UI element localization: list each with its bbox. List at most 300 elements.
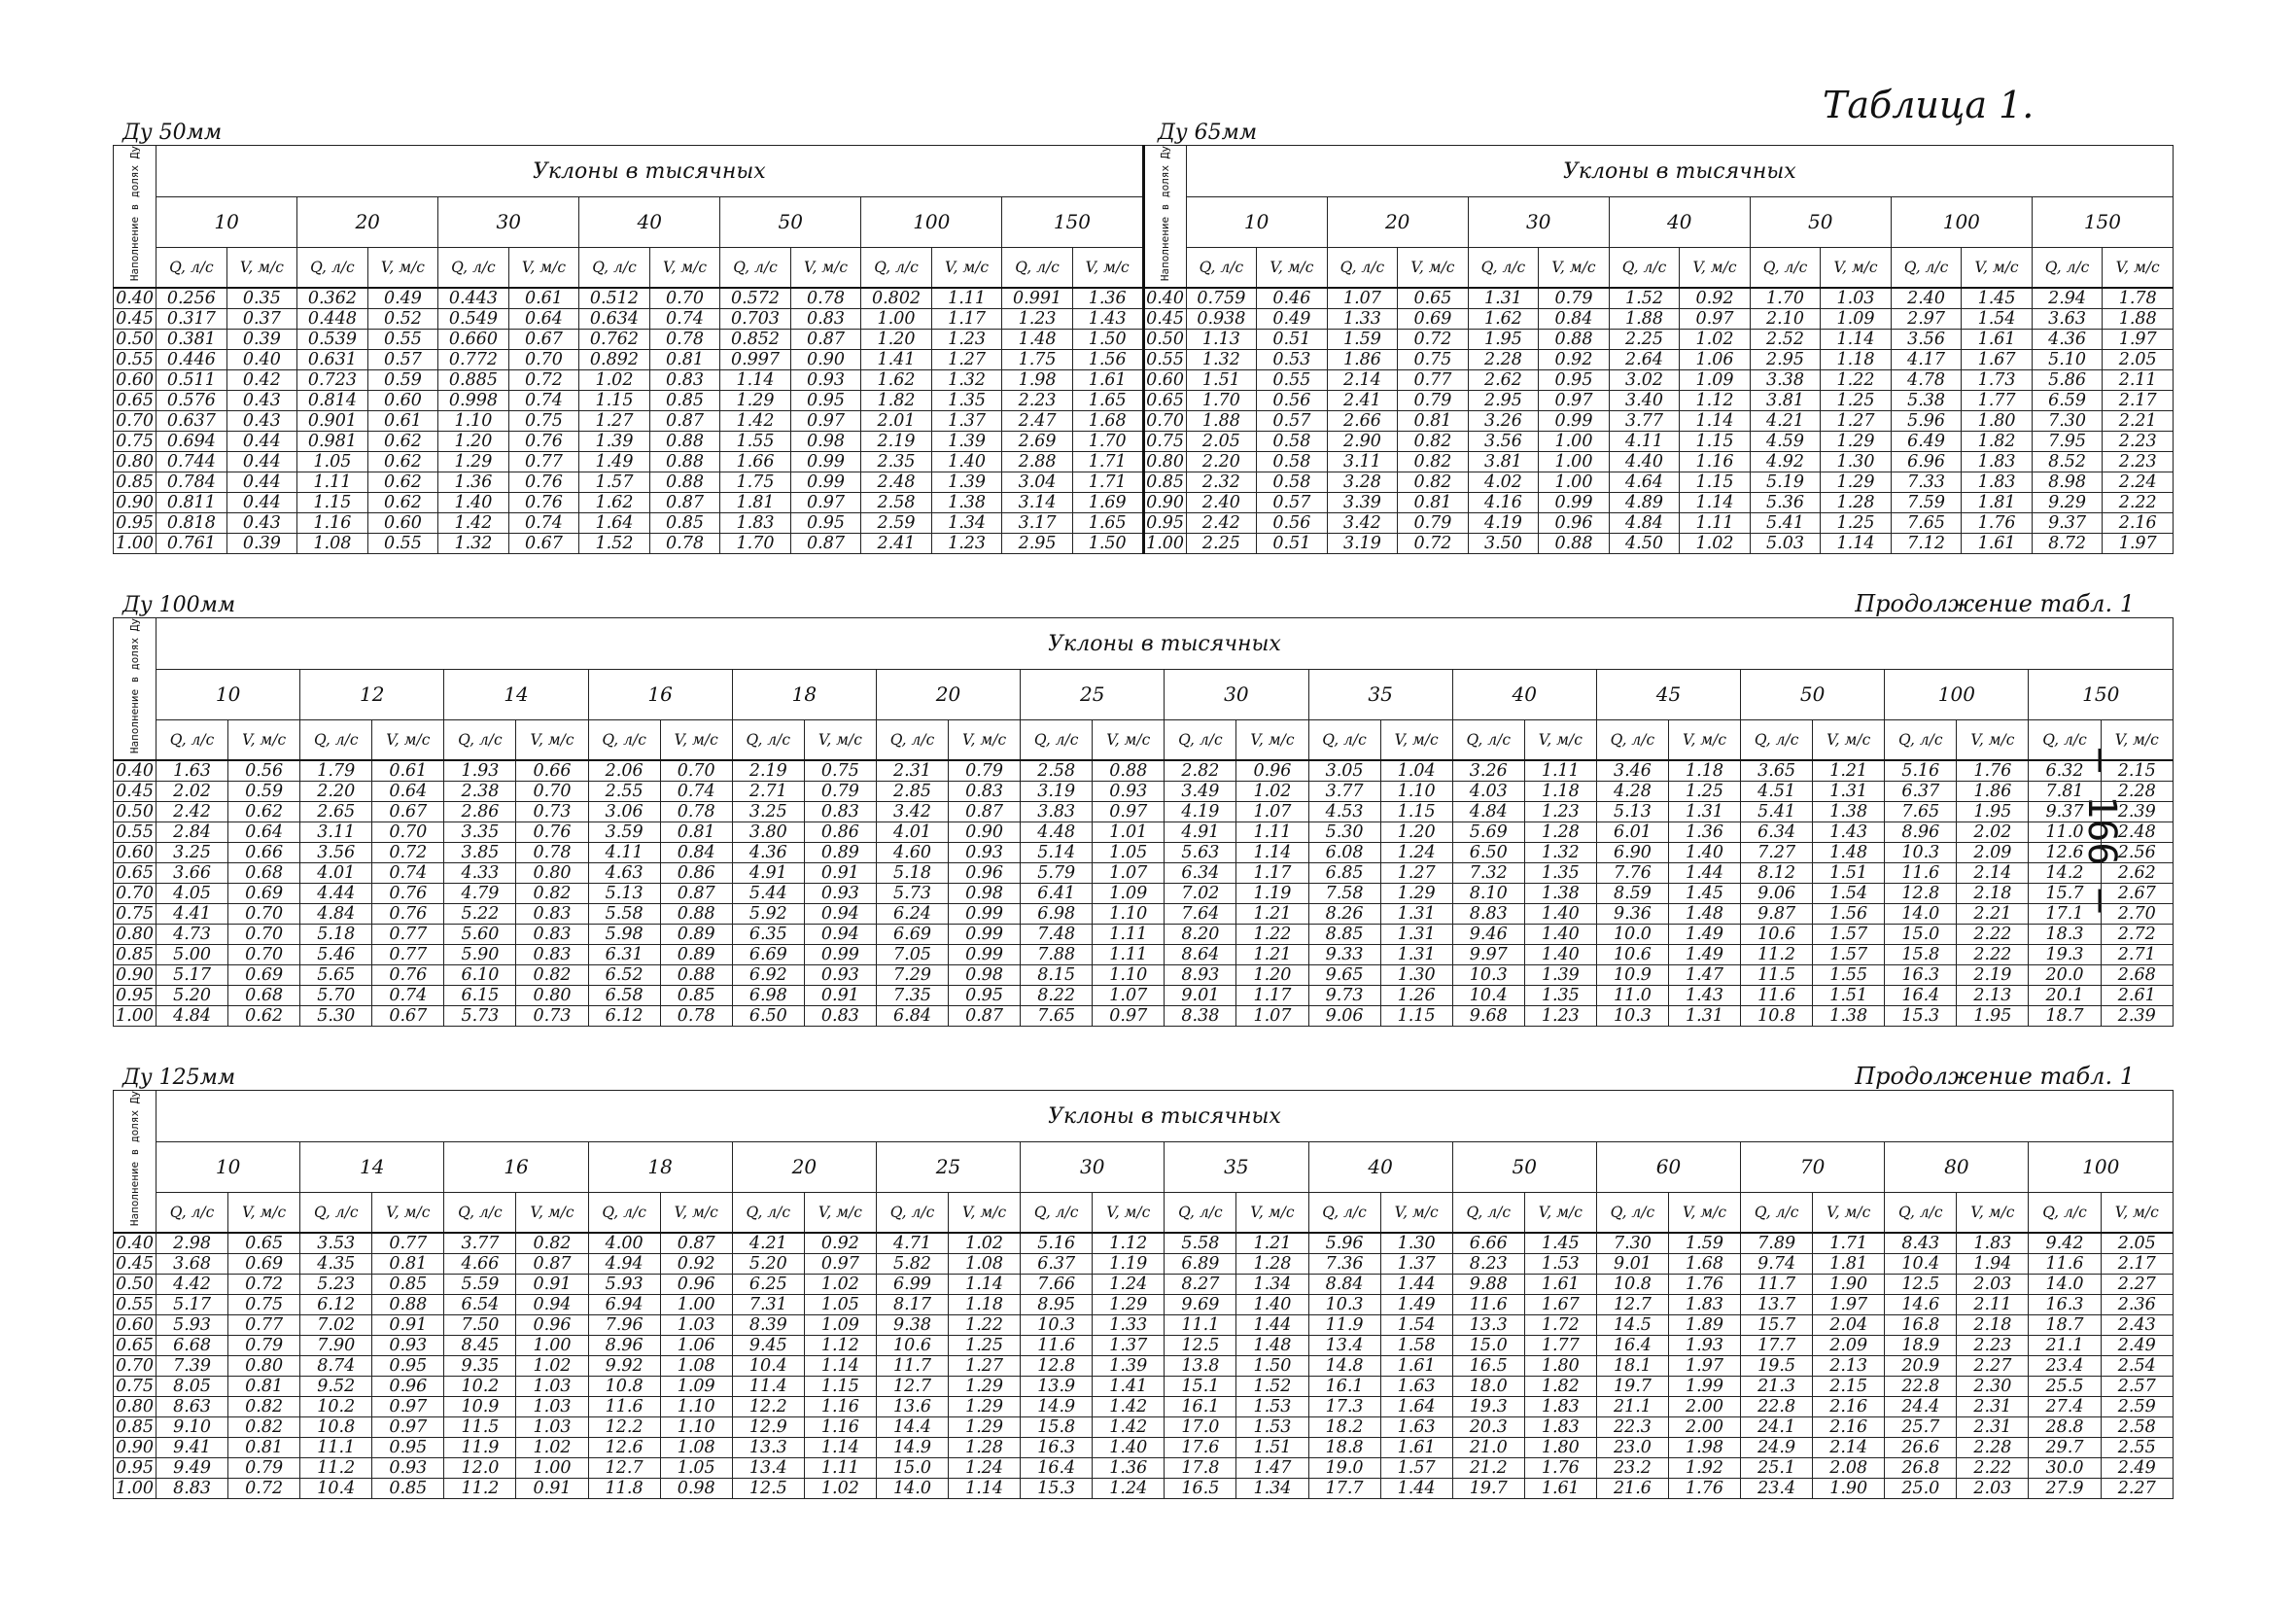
flow-cell: 2.28 [1468,350,1539,370]
flow-cell: 2.25 [1186,534,1257,554]
flow-cell: 11.7 [876,1356,948,1377]
flow-cell: 9.37 [2029,802,2101,822]
velocity-cell: 2.04 [1813,1315,1885,1336]
flow-cell: 9.10 [157,1417,228,1438]
velocity-cell: 0.67 [508,534,579,554]
flow-cell: 2.52 [1750,330,1821,350]
velocity-cell: 1.09 [1093,884,1165,904]
flow-cell: 7.12 [1891,534,1962,554]
fill-cell: 1.00 [114,1006,157,1027]
velocity-cell: 0.43 [226,411,297,432]
flow-cell: 5.17 [157,1295,228,1315]
velocity-cell: 1.83 [1957,1233,2029,1254]
velocity-cell: 0.96 [1539,513,1610,534]
velocity-cell: 1.83 [1524,1417,1596,1438]
flow-cell: 11.5 [444,1417,516,1438]
velocity-cell: 1.73 [1962,370,2033,391]
flow-cell: 16.3 [2029,1295,2101,1315]
fill-cell: 0.60 [114,1315,157,1336]
flow-cell: 15.3 [1021,1479,1093,1499]
velocity-cell: 1.02 [516,1438,588,1458]
flow-cell: 10.9 [1596,965,1668,986]
table-row [114,452,2174,472]
velocity-cell: 0.99 [1539,493,1610,513]
velocity-cell: 2.36 [2101,1295,2173,1315]
flow-cell: 21.2 [1452,1458,1524,1479]
flow-cell: 17.3 [1308,1397,1380,1417]
flow-cell: 9.49 [157,1458,228,1479]
velocity-cell: 1.07 [1093,986,1165,1006]
velocity-cell: 1.77 [1962,391,2033,411]
flow-cell: 28.8 [2029,1417,2101,1438]
velocity-cell: 0.62 [228,802,300,822]
flow-cell: 2.95 [1002,534,1073,554]
velocity-cell: 1.81 [1813,1254,1885,1275]
velocity-cell: 0.97 [1093,1006,1165,1027]
velocity-cell: 1.83 [1962,472,2033,493]
flow-cell: 8.05 [157,1377,228,1397]
slope-header: 50 [1750,197,1891,247]
velocity-cell: 2.71 [2101,945,2173,965]
fill-cell: 0.45 [1143,309,1186,330]
flow-cell: 8.59 [1596,884,1668,904]
flow-cell: 4.92 [1750,452,1821,472]
flow-cell: 9.92 [588,1356,660,1377]
flow-cell: 8.96 [1885,822,1957,843]
velocity-cell: 1.23 [1524,802,1596,822]
flow-cell: 11.2 [444,1479,516,1499]
flow-cell: 9.06 [1308,1006,1380,1027]
velocity-cell: 2.39 [2101,802,2173,822]
flow-cell: 5.03 [1750,534,1821,554]
velocity-cell: 1.61 [1072,370,1143,391]
velocity-cell: 2.17 [2101,1254,2173,1275]
v-header: V, м/с [228,719,300,760]
flow-cell: 10.0 [1596,925,1668,945]
velocity-cell: 1.37 [1380,1254,1452,1275]
velocity-cell: 1.21 [1236,1233,1308,1254]
velocity-cell: 0.82 [228,1397,300,1417]
table-row [114,965,2174,986]
velocity-cell: 0.95 [372,1438,444,1458]
flow-cell: 9.74 [1741,1254,1813,1275]
velocity-cell: 0.39 [226,330,297,350]
flow-cell: 1.79 [300,760,372,782]
fill-cell: 0.95 [1143,513,1186,534]
velocity-cell: 0.73 [516,1006,588,1027]
velocity-cell: 1.64 [1380,1397,1452,1417]
velocity-cell: 0.44 [226,432,297,452]
velocity-cell: 1.40 [1524,945,1596,965]
flow-cell: 5.13 [588,884,660,904]
flow-cell: 1.95 [1468,330,1539,350]
velocity-cell: 0.83 [516,945,588,965]
flow-cell: 1.66 [720,452,791,472]
flow-cell: 14.0 [2029,1275,2101,1295]
flow-cell: 0.511 [157,370,227,391]
table-row [114,802,2174,822]
velocity-cell: 2.31 [1957,1397,2029,1417]
velocity-cell: 1.28 [1524,822,1596,843]
velocity-cell: 1.14 [1236,843,1308,863]
fill-cell: 1.00 [1143,534,1186,554]
dy100-continuation: Продолжение табл. 1 [1855,590,2135,617]
velocity-cell: 0.98 [949,965,1021,986]
velocity-cell: 0.56 [1257,391,1328,411]
velocity-cell: 1.43 [1072,309,1143,330]
flow-cell: 6.35 [732,925,804,945]
v-header: V, м/с [1093,1192,1165,1233]
flow-cell: 0.938 [1186,309,1257,330]
velocity-cell: 1.08 [660,1438,732,1458]
velocity-cell: 1.18 [1524,782,1596,802]
flow-cell: 8.20 [1165,925,1236,945]
flow-cell: 10.3 [1885,843,1957,863]
flow-cell: 13.8 [1165,1356,1236,1377]
velocity-cell: 0.84 [1539,309,1610,330]
velocity-cell: 2.00 [1668,1397,1740,1417]
flow-cell: 4.35 [300,1254,372,1275]
velocity-cell: 0.83 [649,370,720,391]
flow-cell: 2.25 [1609,330,1680,350]
velocity-cell: 0.77 [508,452,579,472]
velocity-cell: 1.02 [1236,782,1308,802]
velocity-cell: 0.79 [1398,391,1469,411]
v-header: V, м/с [2103,247,2174,288]
flow-cell: 3.05 [1308,760,1380,782]
velocity-cell: 0.81 [1398,493,1469,513]
flow-cell: 15.7 [2029,884,2101,904]
flow-cell: 15.8 [1021,1417,1093,1438]
flow-cell: 0.446 [157,350,227,370]
flow-cell: 5.86 [2032,370,2103,391]
velocity-cell: 1.34 [1236,1479,1308,1499]
flow-cell: 0.443 [438,288,509,309]
flow-cell: 5.41 [1750,513,1821,534]
velocity-cell: 1.26 [1380,986,1452,1006]
flow-cell: 4.71 [876,1233,948,1254]
fill-cell: 1.00 [114,534,157,554]
table-row [114,843,2174,863]
flow-cell: 8.96 [588,1336,660,1356]
flow-cell: 17.0 [1165,1417,1236,1438]
flow-cell: 15.0 [1452,1336,1524,1356]
velocity-cell: 1.71 [1072,472,1143,493]
flow-cell: 20.3 [1452,1417,1524,1438]
flow-cell: 3.65 [1741,760,1813,782]
flow-cell: 5.70 [300,986,372,1006]
velocity-cell: 1.95 [1957,1006,2029,1027]
velocity-cell: 1.11 [931,288,1002,309]
flow-cell: 5.17 [157,965,228,986]
velocity-cell: 1.67 [1962,350,2033,370]
velocity-cell: 1.31 [1380,925,1452,945]
velocity-cell: 1.00 [516,1336,588,1356]
flow-cell: 11.6 [1452,1295,1524,1315]
flow-cell: 4.01 [300,863,372,884]
flow-cell: 11.6 [1885,863,1957,884]
velocity-cell: 0.58 [1257,452,1328,472]
flow-cell: 0.576 [157,391,227,411]
velocity-cell: 2.28 [2101,782,2173,802]
flow-cell: 3.53 [300,1233,372,1254]
velocity-cell: 1.42 [1093,1417,1165,1438]
velocity-cell: 1.77 [1524,1336,1596,1356]
flow-cell: 18.7 [2029,1006,2101,1027]
velocity-cell: 1.34 [931,513,1002,534]
velocity-cell: 0.78 [790,288,861,309]
velocity-cell: 1.61 [1962,534,2033,554]
flow-cell: 12.5 [1885,1275,1957,1295]
q-header: Q, л/с [732,719,804,760]
table-row [114,1233,2174,1254]
flow-cell: 5.63 [1165,843,1236,863]
velocity-cell: 0.95 [790,513,861,534]
flow-cell: 3.19 [1327,534,1398,554]
v-header: V, м/с [1236,719,1308,760]
fill-cell: 0.80 [114,452,157,472]
v-header: V, м/с [1813,719,1885,760]
velocity-cell: 1.68 [1668,1254,1740,1275]
slope-header: 10 [157,1142,300,1192]
velocity-cell: 1.05 [660,1458,732,1479]
velocity-cell: 0.77 [372,925,444,945]
flow-cell: 9.38 [876,1315,948,1336]
flow-cell: 6.15 [444,986,516,1006]
velocity-cell: 1.57 [1380,1458,1452,1479]
q-header: Q, л/с [157,719,228,760]
flow-cell: 3.42 [876,802,948,822]
flow-cell: 7.02 [300,1315,372,1336]
velocity-cell: 1.47 [1236,1458,1308,1479]
flow-cell: 2.31 [876,760,948,782]
velocity-cell: 1.16 [804,1417,876,1438]
velocity-cell: 0.92 [1680,288,1751,309]
velocity-cell: 1.59 [1668,1233,1740,1254]
flow-cell: 0.892 [579,350,650,370]
flow-cell: 2.55 [588,782,660,802]
flow-cell: 1.33 [1327,309,1398,330]
velocity-cell: 1.02 [1680,330,1751,350]
flow-cell: 16.4 [1596,1336,1668,1356]
q-header: Q, л/с [1165,1192,1236,1233]
q-header: Q, л/с [1741,719,1813,760]
velocity-cell: 0.73 [516,802,588,822]
flow-cell: 0.852 [720,330,791,350]
velocity-cell: 0.78 [649,330,720,350]
slope-header: 150 [2032,197,2173,247]
velocity-cell: 0.79 [804,782,876,802]
velocity-cell: 0.85 [372,1275,444,1295]
flow-cell: 2.40 [1186,493,1257,513]
velocity-cell: 1.14 [949,1479,1021,1499]
velocity-cell: 2.14 [1813,1438,1885,1458]
velocity-cell: 0.93 [949,843,1021,863]
flow-cell: 6.52 [588,965,660,986]
flow-cell: 13.3 [732,1438,804,1458]
velocity-cell: 1.39 [1524,965,1596,986]
velocity-cell: 0.82 [1398,452,1469,472]
velocity-cell: 0.91 [372,1315,444,1336]
flow-cell: 2.23 [1002,391,1073,411]
velocity-cell: 1.43 [1668,986,1740,1006]
velocity-cell: 1.11 [1236,822,1308,843]
velocity-cell: 0.88 [660,965,732,986]
flow-cell: 16.5 [1452,1356,1524,1377]
flow-cell: 7.31 [732,1295,804,1315]
flow-cell: 18.2 [1308,1417,1380,1438]
flow-cell: 10.8 [1741,1006,1813,1027]
velocity-cell: 1.68 [1072,411,1143,432]
velocity-cell: 0.43 [226,391,297,411]
flow-cell: 6.99 [876,1275,948,1295]
flow-cell: 0.981 [297,432,368,452]
flow-cell: 0.802 [861,288,932,309]
velocity-cell: 0.70 [649,288,720,309]
velocity-cell: 0.75 [1398,350,1469,370]
flow-cell: 3.50 [1468,534,1539,554]
fill-cell: 0.70 [1143,411,1186,432]
table-row [114,1315,2174,1336]
q-header: Q, л/с [579,247,650,288]
flow-cell: 3.28 [1327,472,1398,493]
flow-cell: 17.1 [2029,904,2101,925]
velocity-cell: 1.31 [1668,1006,1740,1027]
table-row [114,1275,2174,1295]
flow-cell: 19.5 [1741,1356,1813,1377]
fill-cell: 0.80 [1143,452,1186,472]
fill-header-label: Наполнение в долях Ду [1159,146,1172,282]
flow-cell: 8.15 [1021,965,1093,986]
velocity-cell: 0.98 [660,1479,732,1499]
flow-cell: 5.58 [1165,1233,1236,1254]
table-row [114,986,2174,1006]
flow-cell: 19.0 [1308,1458,1380,1479]
velocity-cell: 1.28 [1236,1254,1308,1275]
flow-cell: 7.76 [1596,863,1668,884]
flow-cell: 3.42 [1327,513,1398,534]
velocity-cell: 1.22 [949,1315,1021,1336]
velocity-cell: 0.72 [228,1275,300,1295]
flow-cell: 25.5 [2029,1377,2101,1397]
fill-header-label: Наполнение в долях Ду [128,618,141,754]
flow-cell: 6.41 [1021,884,1093,904]
velocity-cell: 0.65 [228,1233,300,1254]
v-header: V, м/с [1236,1192,1308,1233]
velocity-cell: 1.33 [1093,1315,1165,1336]
velocity-cell: 1.05 [804,1295,876,1315]
velocity-cell: 0.76 [508,493,579,513]
flow-cell: 2.86 [444,802,516,822]
velocity-cell: 1.08 [949,1254,1021,1275]
velocity-cell: 0.95 [790,391,861,411]
flow-cell: 15.1 [1165,1377,1236,1397]
velocity-cell: 0.75 [508,411,579,432]
velocity-cell: 1.61 [1524,1275,1596,1295]
velocity-cell: 2.09 [1957,843,2029,863]
flow-cell: 7.39 [157,1356,228,1377]
flow-cell: 6.59 [2032,391,2103,411]
velocity-cell: 2.16 [2103,513,2174,534]
velocity-cell: 1.03 [516,1377,588,1397]
velocity-cell: 0.87 [516,1254,588,1275]
dy50-label: Ду 50мм [122,121,223,145]
flow-cell: 10.4 [1452,986,1524,1006]
flow-cell: 6.94 [588,1295,660,1315]
slope-header: 100 [2029,1142,2174,1192]
flow-cell: 1.15 [579,391,650,411]
velocity-cell: 1.25 [1821,513,1892,534]
flow-cell: 7.65 [1021,1006,1093,1027]
flow-cell: 10.4 [300,1479,372,1499]
velocity-cell: 0.96 [1236,760,1308,782]
velocity-cell: 1.45 [1668,884,1740,904]
flow-cell: 3.63 [2032,309,2103,330]
flow-cell: 30.0 [2029,1458,2101,1479]
flow-cell: 12.8 [1885,884,1957,904]
velocity-cell: 0.96 [660,1275,732,1295]
slope-header: 40 [579,197,720,247]
flow-cell: 4.28 [1596,782,1668,802]
flow-cell: 16.1 [1165,1397,1236,1417]
velocity-cell: 0.76 [508,472,579,493]
velocity-cell: 1.08 [660,1356,732,1377]
table-row [114,513,2174,534]
velocity-cell: 1.94 [1957,1254,2029,1275]
velocity-cell: 0.69 [228,965,300,986]
velocity-cell: 1.22 [1821,370,1892,391]
fill-cell: 0.55 [1143,350,1186,370]
flow-cell: 2.35 [861,452,932,472]
fill-header [1143,146,1186,289]
velocity-cell: 0.57 [1257,411,1328,432]
velocity-cell: 1.00 [660,1295,732,1315]
flow-cell: 3.56 [1891,330,1962,350]
flow-cell: 17.7 [1741,1336,1813,1356]
flow-cell: 5.20 [157,986,228,1006]
velocity-cell: 1.57 [1813,945,1885,965]
velocity-cell: 2.24 [2103,472,2174,493]
velocity-cell: 0.88 [1539,330,1610,350]
q-header: Q, л/с [1741,1192,1813,1233]
fill-cell: 0.40 [114,288,157,309]
flow-cell: 0.744 [157,452,227,472]
flow-cell: 6.84 [876,1006,948,1027]
table-row [114,904,2174,925]
velocity-cell: 1.34 [1236,1275,1308,1295]
flow-cell: 2.98 [157,1233,228,1254]
flow-cell: 4.19 [1468,513,1539,534]
flow-cell: 1.07 [1327,288,1398,309]
flow-cell: 4.60 [876,843,948,863]
flow-cell: 4.11 [588,843,660,863]
table-row [114,925,2174,945]
velocity-cell: 2.48 [2101,822,2173,843]
velocity-cell: 0.67 [508,330,579,350]
velocity-cell: 1.09 [1680,370,1751,391]
flow-cell: 7.66 [1021,1275,1093,1295]
flow-cell: 8.84 [1308,1275,1380,1295]
v-header: V, м/с [660,1192,732,1233]
flow-cell: 0.572 [720,288,791,309]
flow-cell: 2.38 [444,782,516,802]
flow-cell: 7.89 [1741,1233,1813,1254]
flow-cell: 5.38 [1891,391,1962,411]
velocity-cell: 1.09 [1821,309,1892,330]
flow-cell: 10.2 [300,1397,372,1417]
velocity-cell: 0.81 [649,350,720,370]
flow-cell: 3.38 [1750,370,1821,391]
